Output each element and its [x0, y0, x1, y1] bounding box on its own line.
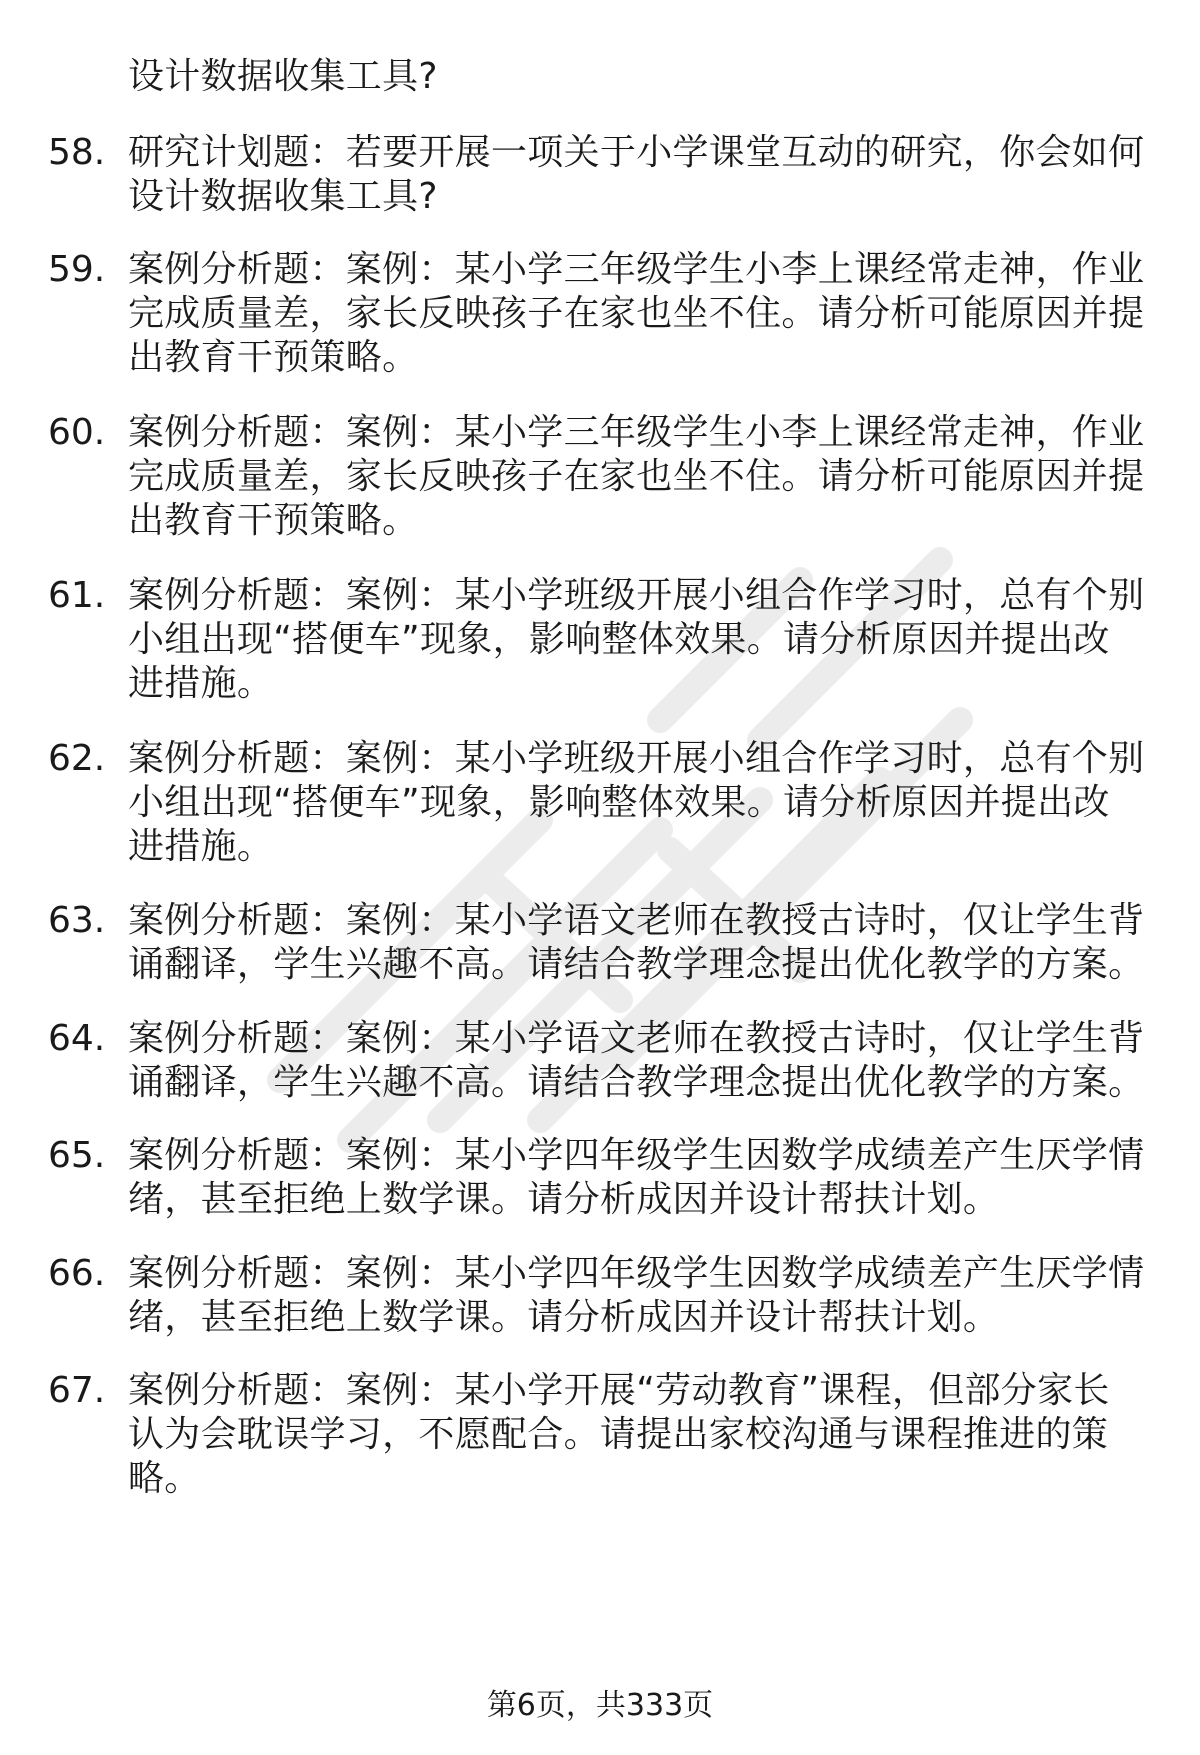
- question-text-line: 案例分析题：案例：某小学开展“劳动教育”课程，但部分家长: [128, 1370, 1110, 1411]
- continuation-line: 设计数据收集工具?: [128, 56, 438, 97]
- question-text-line: 进措施。: [128, 663, 274, 704]
- question-number: 67.: [48, 1370, 106, 1411]
- question-text-line: 案例分析题：案例：某小学四年级学生因数学成绩差产生厌学情: [128, 1135, 1145, 1176]
- question-text-line: 小组出现“搭便车”现象，影响整体效果。请分析原因并提出改: [128, 782, 1110, 823]
- question-text-line: 诵翻译，学生兴趣不高。请结合教学理念提出优化教学的方案。: [128, 944, 1145, 985]
- question-text-line: 案例分析题：案例：某小学语文老师在教授古诗时，仅让学生背: [128, 1018, 1145, 1059]
- page-footer: 第6页，共333页: [486, 1688, 714, 1723]
- question-number: 66.: [48, 1253, 106, 1294]
- question-text-line: 案例分析题：案例：某小学班级开展小组合作学习时，总有个别: [128, 738, 1145, 779]
- question-text-line: 略。: [128, 1458, 201, 1499]
- question-text-line: 完成质量差，家长反映孩子在家也坐不住。请分析可能原因并提: [128, 293, 1145, 334]
- question-text-line: 案例分析题：案例：某小学班级开展小组合作学习时，总有个别: [128, 575, 1145, 616]
- question-text-line: 绪，甚至拒绝上数学课。请分析成因并设计帮扶计划。: [128, 1179, 1000, 1220]
- question-number: 58.: [48, 132, 106, 173]
- question-text-line: 案例分析题：案例：某小学四年级学生因数学成绩差产生厌学情: [128, 1253, 1145, 1294]
- question-text-line: 绪，甚至拒绝上数学课。请分析成因并设计帮扶计划。: [128, 1297, 1000, 1338]
- question-text-line: 出教育干预策略。: [128, 337, 419, 378]
- question-text-line: 研究计划题：若要开展一项关于小学课堂互动的研究，你会如何: [128, 132, 1145, 173]
- question-number: 61.: [48, 575, 106, 616]
- question-text-line: 诵翻译，学生兴趣不高。请结合教学理念提出优化教学的方案。: [128, 1062, 1145, 1103]
- question-number: 60.: [48, 412, 106, 453]
- question-text-line: 案例分析题：案例：某小学语文老师在教授古诗时，仅让学生背: [128, 900, 1145, 941]
- question-number: 62.: [48, 738, 106, 779]
- question-text-line: 案例分析题：案例：某小学三年级学生小李上课经常走神，作业: [128, 249, 1145, 290]
- question-text-line: 完成质量差，家长反映孩子在家也坐不住。请分析可能原因并提: [128, 456, 1145, 497]
- question-text-line: 案例分析题：案例：某小学三年级学生小李上课经常走神，作业: [128, 412, 1145, 453]
- question-text-line: 进措施。: [128, 826, 274, 867]
- question-number: 59.: [48, 249, 106, 290]
- question-text-line: 出教育干预策略。: [128, 500, 419, 541]
- question-text-line: 设计数据收集工具?: [128, 176, 438, 217]
- question-number: 64.: [48, 1018, 106, 1059]
- question-number: 63.: [48, 900, 106, 941]
- question-text-line: 小组出现“搭便车”现象，影响整体效果。请分析原因并提出改: [128, 619, 1110, 660]
- question-number: 65.: [48, 1135, 106, 1176]
- question-text-line: 认为会耽误学习，不愿配合。请提出家校沟通与课程推进的策: [128, 1414, 1109, 1455]
